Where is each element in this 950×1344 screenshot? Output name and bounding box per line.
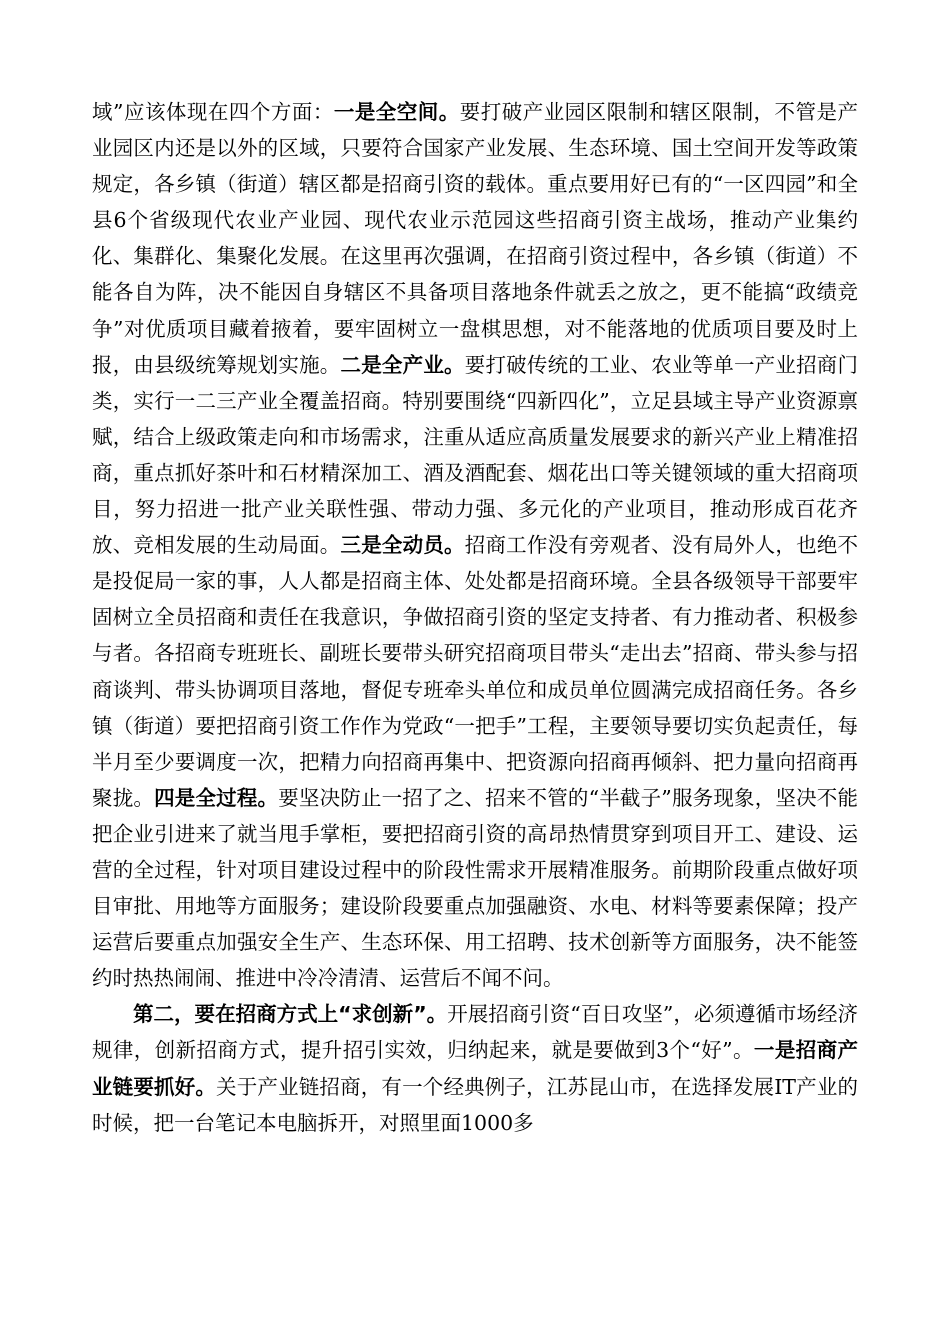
text-run: 要打破产业园区限制和辖区限制，不管是产业园区内还是以外的区域，只要符合国家产业发展、生态环境、国土空间开发等政策规定，各乡镇（街道）辖区都是招商引资的载体。重点要用好已有的“一区四园”和全县6个省级现代农业产业园、现代农业示范园这些招商引资主战场，推动产业集约化、集群化、集聚化发展。在这里再次强调，在招商引资过程中，各乡镇（街道）不能各自为阵，决不能因自身辖区不具备项目落地条件就丢之放之，更不能搞“政绩竞争”对优质项目藏着掖着，要牢固树立一盘棋思想，对不能落地的优质项目要及时上报，由县级统筹规划实施。 — [92, 100, 859, 377]
document-page — [92, 94, 858, 1141]
text-run: 域”应该体现在四个方面： — [92, 100, 334, 124]
bold-heading-run: 第二，要在招商方式上“求创新”。 — [133, 1002, 448, 1027]
bold-heading-run: 三是全动员。 — [340, 533, 465, 558]
text-run: 开展招商引资“百日攻坚”，必须遵循市场经济规律，创新招商方式，提升招引实效，归纳起来，就是要做到3个“好”。 — [92, 1002, 858, 1063]
bold-heading-run: 四是全过程。 — [154, 785, 279, 810]
bold-heading-run: 二是全产业。 — [340, 352, 465, 377]
paragraph-1 — [92, 94, 858, 996]
paragraph-2 — [92, 996, 858, 1140]
text-run: 要坚决防止一招了之、招来不管的“半截子”服务现象，坚决不能把企业引进来了就当甩手掌柜，要把招商引资的高昂热情贯穿到项目开工、建设、运营的全过程，针对项目建设过程中的阶段性需求开展精准服务。前期阶段重点做好项目审批、用地等方面服务；建设阶段要重点加强融资、水电、材料等要素保障；投产运营后要重点加强安全生产、生态环保、用工招聘、技术创新等方面服务，决不能签约时热热闹闹、推进中冷冷清清、运营后不闻不问。 — [92, 785, 858, 991]
bold-heading-run: 一是全空间。 — [333, 100, 460, 124]
bold-heading-run: 一是招商产业链要抓好。 — [92, 1038, 858, 1099]
text-run: 招商工作没有旁观者、没有局外人，也绝不是投促局一家的事，人人都是招商主体、处处都是招商环境。全县各级领导干部要牢固树立全员招商和责任在我意识，争做招商引资的坚定支持者、有力推动者、积极参与者。各招商专班班长、副班长要带头研究招商项目带头“走出去”招商、带头参与招商谈判、带头协调项目落地，督促专班牵头单位和成员单位圆满完成招商任务。各乡镇（街道）要把招商引资工作作为党政“一把手”工程，主要领导要切实负起责任，每半月至少要调度一次，把精力向招商再集中、把资源向招商再倾斜、把力量向招商再聚拢。 — [92, 533, 858, 810]
text-run: 关于产业链招商，有一个经典例子，江苏昆山市，在选择发展IT产业的时候，把一台笔记本电脑拆开，对照里面1000多 — [92, 1074, 858, 1135]
text-run: 要打破传统的工业、农业等单一产业招商门类，实行一二三产业全覆盖招商。特别要围绕“四新四化”，立足县域主导产业资源禀赋，结合上级政策走向和市场需求，注重从适应高质量发展要求的新兴产业上精准招商，重点抓好茶叶和石材精深加工、酒及酒配套、烟花出口等关键领域的重大招商项目，努力招进一批产业关联性强、带动力强、多元化的产业项目，推动形成百花齐放、竞相发展的生动局面。 — [92, 352, 858, 558]
